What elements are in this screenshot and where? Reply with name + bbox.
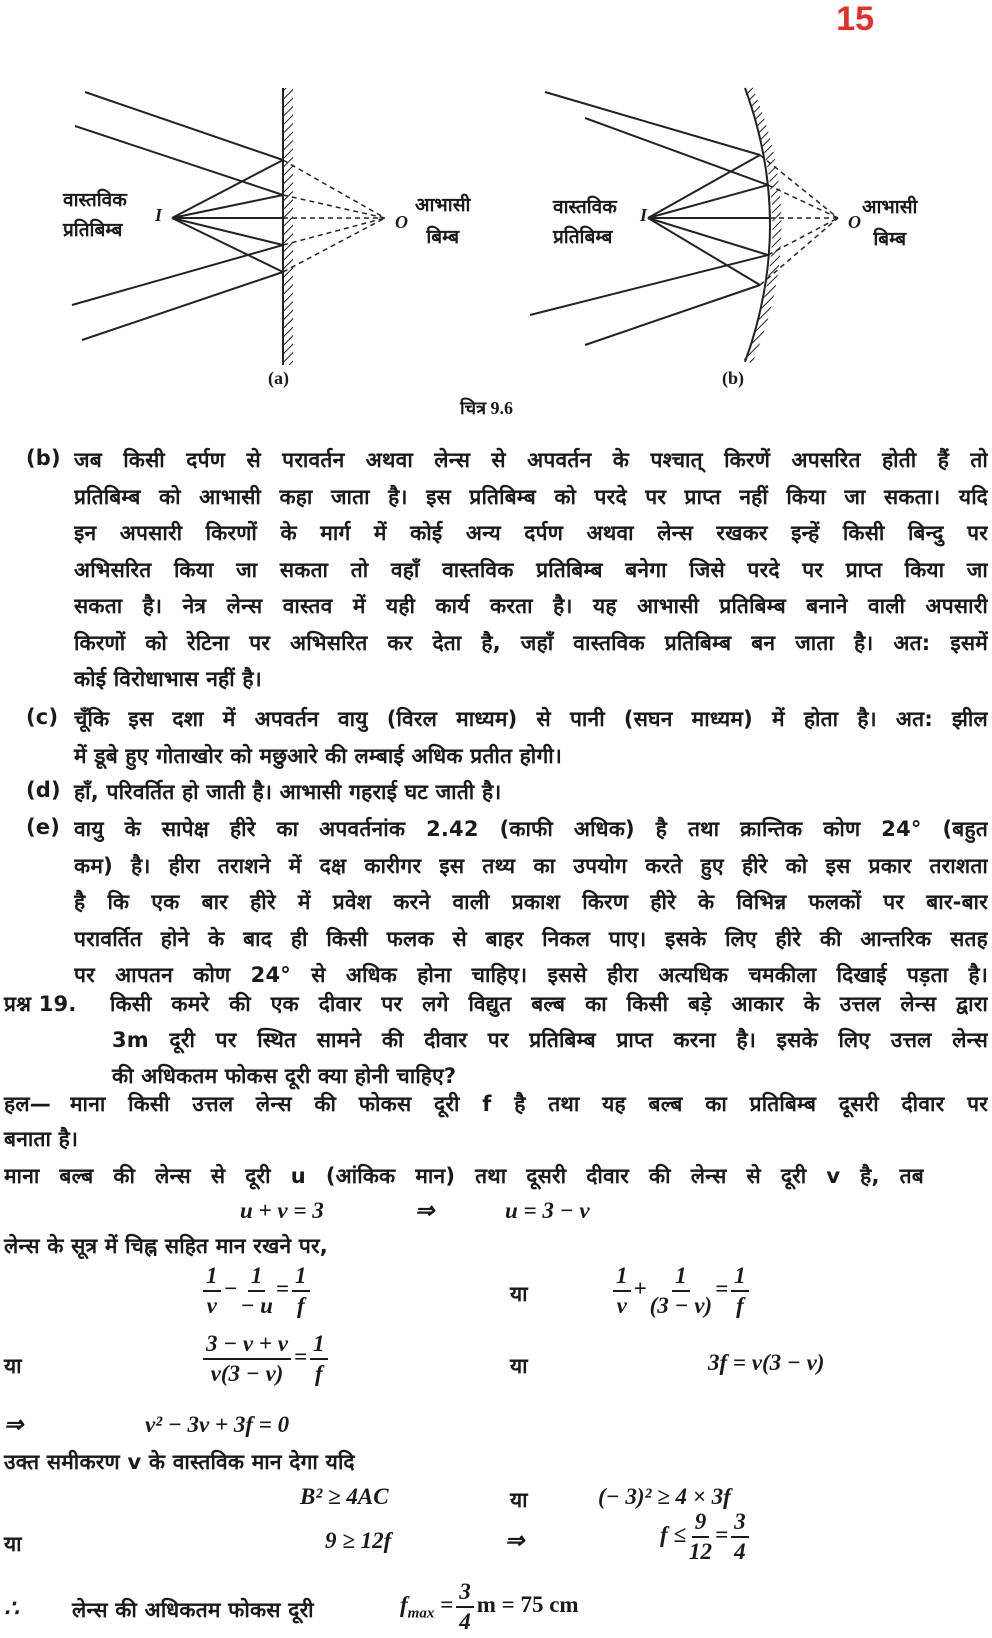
- equation: u = 3 − v: [505, 1198, 590, 1223]
- page-number: 15: [836, 0, 874, 38]
- solution-line: बनाता है।: [4, 1127, 79, 1151]
- focal-inequality: f ≤ $\frac{9}{12}$ = $\frac{3}{4}$: [660, 1508, 752, 1565]
- therefore-symbol: ∴: [4, 1596, 19, 1621]
- answer-line: इन अपसारी किरणों के मार्ग में कोई अन्य दर्पण अथवा लेन्स रखकर इन्हें किसी बिन्दु पर: [74, 521, 988, 545]
- answer-line: परावर्तित होने के बाद ही किसी फलक से बाहर निकल पाए। इसके लिए हीरे की आन्तरिक सतह: [74, 926, 988, 951]
- or-label: या: [4, 1354, 22, 1378]
- answer-line: चूँकि इस दशा में अपवर्तन वायु (विरल माध्यम) से पानी (सघन माध्यम) में होता है। अत: झील: [74, 707, 988, 731]
- fig-a-virtual-object-label: आभासी बिम्ब: [415, 195, 471, 248]
- answer-label: (d): [26, 778, 61, 802]
- fig-b-virtual-object-label: आभासी बिम्ब: [862, 197, 918, 250]
- figure-caption: चित्र 9.6: [460, 398, 514, 418]
- arrow: ⇒: [415, 1198, 435, 1223]
- answer-line: प्रतिबिम्ब को आभासी कहा जाता है। इस प्रतिबिम्ब को परदे पर प्राप्त नहीं किया जा सकता। यदि: [74, 484, 988, 509]
- answer-label: (b): [26, 446, 61, 470]
- or-label: या: [510, 1488, 528, 1512]
- answer-line: में डूबे हुए गोताखोर को मछुआरे की लम्बाई अधिक प्रतीत होगी।: [74, 743, 563, 768]
- lens-formula-substituted: $\frac{1}{v}$ + $\frac{1}{(3 - v)}$ = $\frac{1}{f}$: [610, 1262, 752, 1319]
- quadratic-equation: v² − 3v + 3f = 0: [145, 1412, 290, 1437]
- solution-label: हल—: [4, 1092, 51, 1116]
- fig-b-O: O: [848, 212, 861, 232]
- final-answer-text: लेन्स की अधिकतम फोकस दूरी: [72, 1598, 314, 1622]
- or-label: या: [4, 1532, 22, 1556]
- combined-fraction: $\frac{3 - v + v}{v(3 - v)}$ = $\frac{1}{f}$: [200, 1330, 331, 1387]
- question-line: की अधिकतम फोकस दूरी क्या होनी चाहिए?: [112, 1064, 457, 1088]
- or-label: या: [510, 1354, 528, 1378]
- fig-b-caption: (b): [722, 368, 744, 388]
- fig-a-I: I: [155, 205, 163, 225]
- fig-b-I: I: [640, 205, 648, 225]
- answer-line: वायु के सापेक्ष हीरे का अपवर्तनांक 2.42 (काफी अधिक) है तथा क्रान्तिक कोण 24° (बहुत: [74, 817, 988, 841]
- fig-b-real-image-label: वास्तविक प्रतिबिम्ब: [553, 197, 617, 248]
- arrow: ⇒: [4, 1412, 24, 1437]
- equation: 3f = v(3 − v): [708, 1350, 825, 1375]
- answer-line: कोई विरोधाभास नहीं है।: [74, 667, 262, 691]
- equation: (− 3)² ≥ 4 × 3f: [598, 1484, 731, 1509]
- or-label: या: [510, 1282, 528, 1306]
- fig-a-O: O: [395, 212, 408, 232]
- question-label: प्रश्न 19.: [4, 992, 77, 1016]
- answer-label: (c): [26, 705, 59, 729]
- answer-line: पर आपतन कोण 24° से अधिक होना चाहिए। इससे हीरा अत्यधिक चमकीला दिखाई पड़ता है।: [74, 963, 988, 987]
- answer-label: (e): [26, 815, 61, 839]
- question-line: 3m दूरी पर स्थित सामने की दीवार पर प्रतिबिम्ब प्राप्त करना है। इसके लिए उत्तल लेन्स: [112, 1028, 988, 1052]
- answer-line: सकता है। नेत्र लेन्स वास्तव में यही कार्य करता है। यह आभासी प्रतिबिम्ब बनाने वाली अपसारी: [74, 594, 988, 618]
- fig-a-real-image-label: वास्तविक प्रतिबिम्ब: [63, 190, 127, 241]
- answer-line: हाँ, परिवर्तित हो जाती है। आभासी गहराई घट जाती है।: [74, 780, 502, 804]
- solution-line: उक्त समीकरण v के वास्तविक मान देगा यदि: [4, 1450, 355, 1474]
- answer-line: जब किसी दर्पण से परावर्तन अथवा लेन्स से अपवर्तन के पश्चात् किरणें अपसरित होती हैं तो: [74, 448, 988, 472]
- answer-line: अभिसरित किया जा सकता तो वहाँ वास्तविक प्रतिबिम्ब बनेगा जिसे परदे पर प्राप्त किया जा: [74, 557, 988, 582]
- answer-line: है कि एक बार हीरे में प्रवेश करने वाली प्रकाश किरण हीरे के विभिन्न फलकों पर बार-बार: [74, 890, 988, 914]
- equation: u + v = 3: [240, 1198, 324, 1223]
- final-answer: $f_{max}$ = $\frac{3}{4}$ m = 75 cm: [400, 1579, 579, 1634]
- solution-line: माना बल्ब की लेन्स से दूरी u (आंकिक मान) तथा दूसरी दीवार की लेन्स से दूरी v है, तब: [4, 1164, 924, 1188]
- fig-a-caption: (a): [268, 368, 289, 388]
- figure-mirror-diagrams: [0, 0, 992, 380]
- question-line: किसी कमरे की एक दीवार पर लगे विद्युत बल्ब का किसी बड़े आकार के उत्तल लेन्स द्वारा: [110, 992, 988, 1016]
- discriminant-condition: B² ≥ 4AC: [300, 1484, 389, 1509]
- equation: 9 ≥ 12f: [325, 1528, 392, 1553]
- solution-line: लेन्स के सूत्र में चिह्न सहित मान रखने पर,: [4, 1234, 328, 1258]
- solution-line: माना किसी उत्तल लेन्स की फोकस दूरी f है तथा यह बल्ब का प्रतिबिम्ब दूसरी दीवार पर: [70, 1092, 988, 1116]
- answer-line: किरणों को रेटिना पर अभिसरित कर देता है, जहाँ वास्तविक प्रतिबिम्ब बन जाता है। अत: इसमें: [74, 630, 988, 655]
- answer-line: कम) है। हीरा तराशने में दक्ष कारीगर इस तथ्य का उपयोग करते हुए हीरे को इस प्रकार तराशता: [74, 853, 988, 878]
- arrow: ⇒: [505, 1528, 525, 1553]
- lens-formula: $\frac{1}{v}$ − $\frac{1}{- u}$ = $\frac{1}{f}$: [200, 1262, 313, 1319]
